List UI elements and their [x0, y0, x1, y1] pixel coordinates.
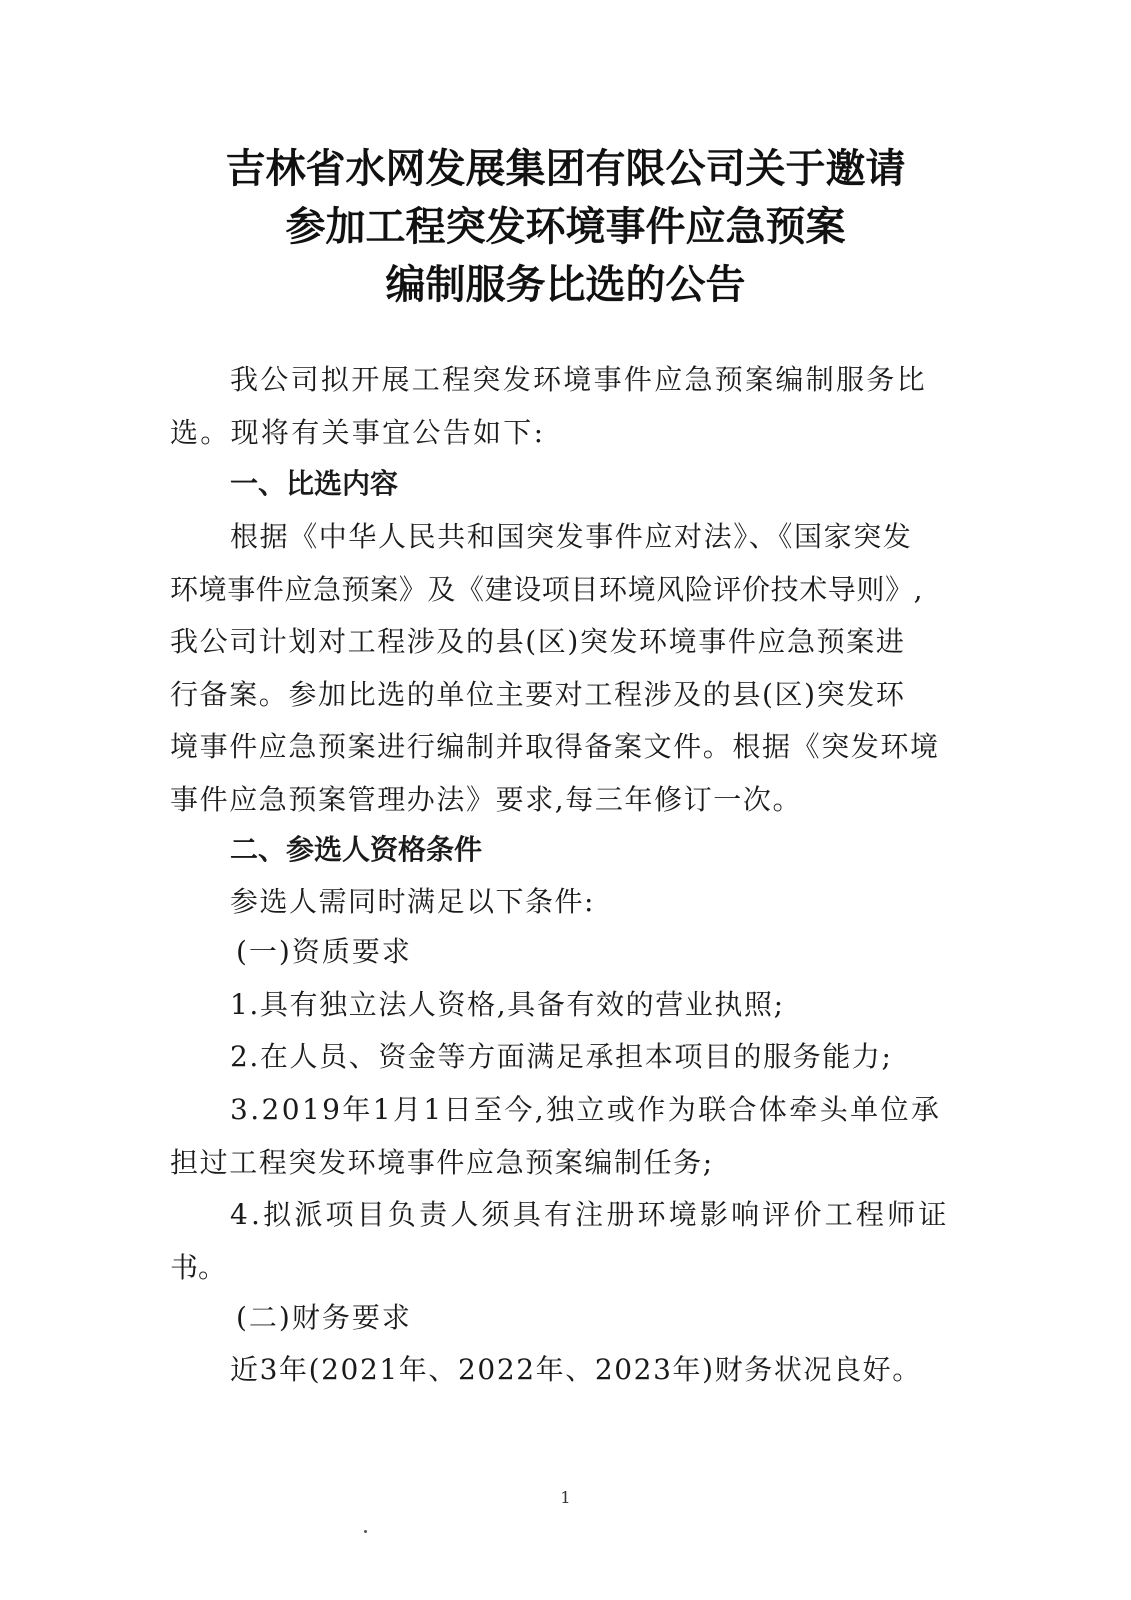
- section-2-lead: 参选人需同时满足以下条件:: [230, 885, 595, 918]
- title-line-2: 参加工程突发环境事件应急预案: [285, 203, 846, 250]
- qualification-item-4: 4.拟派项目负责人须具有注册环境影响评价工程师证: [230, 1198, 950, 1231]
- qualification-item-1: 1.具有独立法人资格,具备有效的营业执照;: [230, 988, 785, 1021]
- section-1-line-4: 行备案。参加比选的单位主要对工程涉及的县(区)突发环: [170, 678, 906, 711]
- section-1-line-5: 境事件应急预案进行编制并取得备案文件。根据《突发环境: [170, 730, 940, 763]
- intro-line-2: 选。现将有关事宜公告如下:: [170, 416, 546, 449]
- section-1-heading: 一、比选内容: [230, 467, 399, 500]
- section-1-line-6: 事件应急预案管理办法》要求,每三年修订一次。: [170, 783, 803, 816]
- page-number: 1: [560, 1488, 571, 1507]
- section-1-line-1: 根据《中华人民共和国突发事件应对法》、《国家突发: [230, 520, 913, 553]
- sub-2-heading: (二)财务要求: [236, 1301, 412, 1334]
- intro-line-1: 我公司拟开展工程突发环境事件应急预案编制服务比: [230, 363, 927, 396]
- qualification-item-2: 2.在人员、资金等方面满足承担本项目的服务能力;: [230, 1040, 893, 1073]
- section-1-line-3: 我公司计划对工程涉及的县(区)突发环境事件应急预案进: [170, 625, 906, 658]
- title-line-3: 编制服务比选的公告: [385, 261, 746, 308]
- qualification-item-3-cont: 担过工程突发环境事件应急预案编制任务;: [170, 1146, 714, 1179]
- section-1-line-2: 环境事件应急预案》及《建设项目环境风险评价技术导则》,: [170, 573, 924, 606]
- qualification-item-4-cont: 书。: [170, 1251, 227, 1284]
- scan-speck: [364, 1530, 367, 1533]
- financial-requirement: 近3年(2021年、2022年、2023年)财务状况良好。: [230, 1353, 922, 1386]
- title-line-1: 吉林省水网发展集团有限公司关于邀请: [225, 145, 906, 192]
- qualification-item-3: 3.2019年1月1日至今,独立或作为联合体牵头单位承: [230, 1093, 942, 1126]
- document-title: [0, 140, 1131, 314]
- sub-1-heading: (一)资质要求: [236, 935, 412, 968]
- section-2-heading: 二、参选人资格条件: [230, 833, 483, 866]
